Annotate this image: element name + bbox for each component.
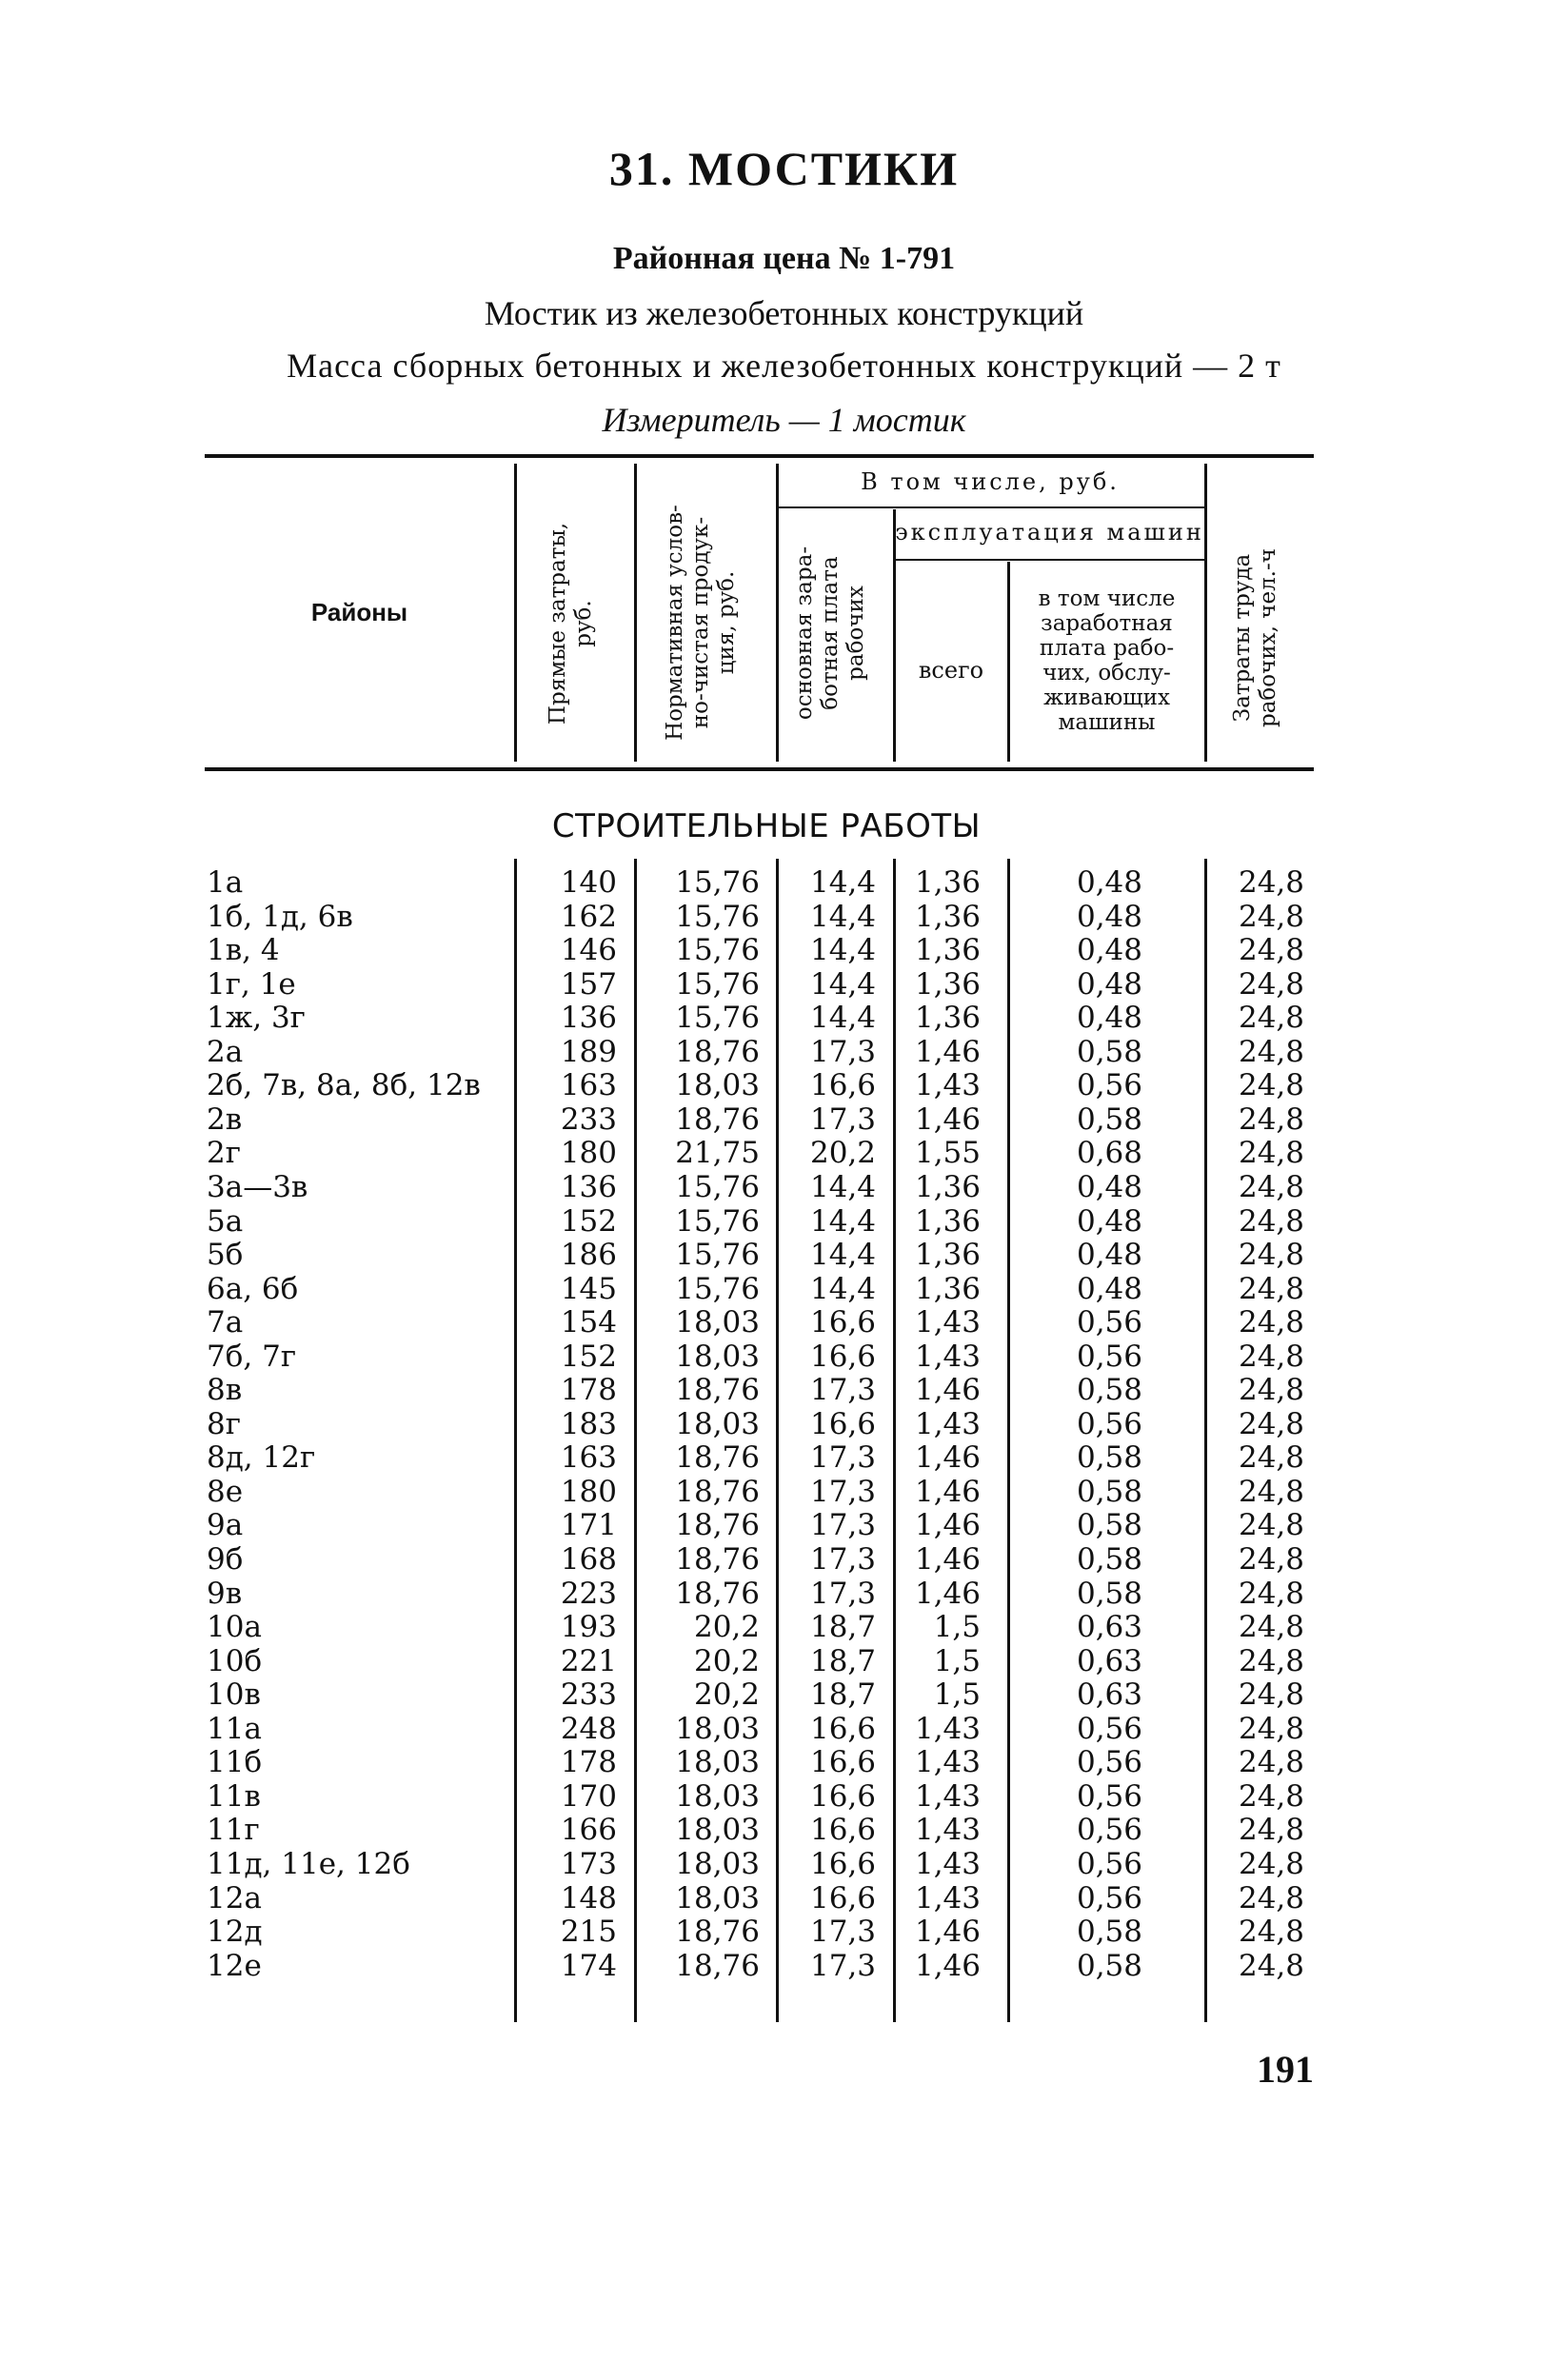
normative-output-cell: 18,03: [675, 1068, 760, 1103]
direct-cost-cell: 174: [560, 1948, 617, 1983]
machine-wage-cell: 0,58: [1076, 1373, 1142, 1408]
machine-total-cell: 1,43: [914, 1778, 981, 1814]
col-header-vsego: всего: [918, 657, 984, 684]
base-wage-cell: 17,3: [809, 1102, 876, 1137]
direct-cost-cell: 145: [560, 1271, 617, 1306]
machine-total-cell: 1,36: [914, 899, 981, 934]
labor-hours-cell: 24,8: [1238, 1136, 1304, 1171]
normative-output-cell: 21,75: [675, 1136, 760, 1171]
col-header-group: В том числе, руб.: [861, 468, 1120, 495]
normative-output-cell: 15,76: [675, 899, 760, 934]
labor-hours-cell: 24,8: [1238, 1542, 1304, 1577]
normative-output-cell: 15,76: [675, 865, 760, 900]
machine-wage-cell: 0,56: [1076, 1711, 1142, 1746]
normative-output-cell: 15,76: [675, 1271, 760, 1306]
region-cell: 11г: [207, 1813, 260, 1848]
direct-cost-cell: 215: [560, 1915, 617, 1950]
measure-line: Измеритель — 1 мостик: [602, 401, 966, 439]
group-rule: [778, 506, 1204, 508]
base-wage-cell: 14,4: [809, 1238, 876, 1273]
labor-hours-cell: 24,8: [1238, 865, 1304, 900]
machine-total-cell: 1,46: [914, 1576, 981, 1611]
machine-total-cell: 1,46: [914, 1474, 981, 1509]
expl-rule: [895, 559, 1204, 561]
machine-wage-cell: 0,58: [1076, 1508, 1142, 1543]
normative-output-cell: 18,76: [675, 1508, 760, 1543]
normative-output-cell: 15,76: [675, 1169, 760, 1204]
base-wage-cell: 18,7: [809, 1677, 876, 1713]
machine-total-cell: 1,36: [914, 966, 981, 1002]
machine-total-cell: 1,36: [914, 1271, 981, 1306]
direct-cost-cell: 178: [560, 1373, 617, 1408]
header-bottom-rule: [205, 767, 1314, 771]
machine-total-cell: 1,36: [914, 1203, 981, 1239]
direct-cost-cell: 163: [560, 1440, 617, 1476]
table-row: [0, 866, 1568, 901]
table-row: [0, 968, 1568, 1002]
labor-hours-cell: 24,8: [1238, 1034, 1304, 1069]
machine-total-cell: 1,43: [914, 1711, 981, 1746]
machine-wage-cell: 0,48: [1076, 933, 1142, 968]
region-cell: 1б, 1д, 6в: [207, 899, 353, 934]
table-row: [0, 1441, 1568, 1476]
labor-hours-cell: 24,8: [1238, 1271, 1304, 1306]
machine-wage-cell: 0,56: [1076, 1068, 1142, 1103]
table-row: [0, 1069, 1568, 1103]
machine-wage-cell: 0,48: [1076, 899, 1142, 934]
machine-wage-cell: 0,58: [1076, 1440, 1142, 1476]
normative-output-cell: 18,76: [675, 1440, 760, 1476]
machine-wage-cell: 0,56: [1076, 1339, 1142, 1374]
labor-hours-cell: 24,8: [1238, 1813, 1304, 1848]
direct-cost-cell: 178: [560, 1745, 617, 1780]
normative-output-cell: 18,03: [675, 1778, 760, 1814]
base-wage-cell: 17,3: [809, 1440, 876, 1476]
normative-output-cell: 18,76: [675, 1102, 760, 1137]
labor-hours-cell: 24,8: [1238, 1238, 1304, 1273]
base-wage-cell: 16,6: [809, 1711, 876, 1746]
normative-output-cell: 18,03: [675, 1813, 760, 1848]
region-cell: 7б, 7г: [207, 1339, 297, 1374]
page-title: 31. МОСТИКИ: [608, 142, 960, 195]
table-row: [0, 1578, 1568, 1612]
machine-total-cell: 1,36: [914, 933, 981, 968]
region-cell: 11а: [207, 1711, 262, 1746]
base-wage-cell: 14,4: [809, 933, 876, 968]
table-top-rule: [205, 454, 1314, 458]
direct-cost-cell: 154: [560, 1305, 617, 1340]
region-cell: 8в: [207, 1373, 243, 1408]
machine-total-cell: 1,46: [914, 1508, 981, 1543]
direct-cost-cell: 136: [560, 1001, 617, 1036]
table-row: [0, 1171, 1568, 1205]
machine-wage-cell: 0,48: [1076, 1169, 1142, 1204]
base-wage-cell: 17,3: [809, 1508, 876, 1543]
base-wage-cell: 16,6: [809, 1813, 876, 1848]
price-subtitle: Районная цена № 1-791: [612, 241, 956, 276]
normative-output-cell: 18,76: [675, 1542, 760, 1577]
region-cell: 9а: [207, 1508, 244, 1543]
labor-hours-cell: 24,8: [1238, 1880, 1304, 1915]
labor-hours-cell: 24,8: [1238, 1373, 1304, 1408]
machine-wage-cell: 0,63: [1076, 1643, 1142, 1678]
table-row: [0, 1645, 1568, 1679]
labor-hours-cell: 24,8: [1238, 1576, 1304, 1611]
direct-cost-cell: 180: [560, 1136, 617, 1171]
machine-total-cell: 1,36: [914, 1001, 981, 1036]
machine-wage-cell: 0,48: [1076, 1001, 1142, 1036]
table-row: [0, 1543, 1568, 1578]
labor-hours-cell: 24,8: [1238, 1948, 1304, 1983]
machine-wage-cell: 0,58: [1076, 1542, 1142, 1577]
base-wage-cell: 16,6: [809, 1778, 876, 1814]
machine-wage-cell: 0,63: [1076, 1610, 1142, 1645]
labor-hours-cell: 24,8: [1238, 899, 1304, 934]
direct-cost-cell: 148: [560, 1880, 617, 1915]
machine-total-cell: 1,46: [914, 1102, 981, 1137]
base-wage-cell: 16,6: [809, 1846, 876, 1881]
table-row: [0, 1882, 1568, 1916]
base-wage-cell: 17,3: [809, 1948, 876, 1983]
table-row: [0, 1273, 1568, 1307]
machine-wage-cell: 0,58: [1076, 1474, 1142, 1509]
region-cell: 1в, 4: [207, 933, 280, 968]
labor-hours-cell: 24,8: [1238, 1474, 1304, 1509]
direct-cost-cell: 248: [560, 1711, 617, 1746]
machine-wage-cell: 0,68: [1076, 1136, 1142, 1171]
normative-output-cell: 18,76: [675, 1948, 760, 1983]
labor-hours-cell: 24,8: [1238, 966, 1304, 1002]
base-wage-cell: 14,4: [809, 899, 876, 934]
machine-total-cell: 1,46: [914, 1948, 981, 1983]
direct-cost-cell: 233: [560, 1677, 617, 1713]
machine-wage-cell: 0,58: [1076, 1576, 1142, 1611]
machine-total-cell: 1,5: [933, 1610, 981, 1645]
base-wage-cell: 17,3: [809, 1373, 876, 1408]
col-divider: [1204, 464, 1207, 762]
base-wage-cell: 14,4: [809, 865, 876, 900]
normative-output-cell: 15,76: [675, 1203, 760, 1239]
region-cell: 12а: [207, 1880, 262, 1915]
region-cell: 12е: [207, 1948, 262, 1983]
region-cell: 11д, 11е, 12б: [207, 1846, 410, 1881]
col-header-pryamye: Прямые затраты, руб.: [546, 522, 596, 725]
normative-output-cell: 18,03: [675, 1846, 760, 1881]
col-header-ekspluatatsiya: эксплуатация машин: [895, 519, 1204, 546]
region-cell: 10б: [207, 1643, 263, 1678]
table-row: [0, 1340, 1568, 1375]
machine-total-cell: 1,43: [914, 1880, 981, 1915]
normative-output-cell: 15,76: [675, 1238, 760, 1273]
base-wage-cell: 18,7: [809, 1643, 876, 1678]
machine-wage-cell: 0,58: [1076, 1948, 1142, 1983]
machine-total-cell: 1,46: [914, 1542, 981, 1577]
table-row: [0, 1306, 1568, 1340]
region-cell: 12д: [207, 1915, 263, 1950]
labor-hours-cell: 24,8: [1238, 1440, 1304, 1476]
table-row: [0, 1036, 1568, 1070]
base-wage-cell: 16,6: [809, 1745, 876, 1780]
direct-cost-cell: 183: [560, 1406, 617, 1441]
normative-output-cell: 18,03: [675, 1305, 760, 1340]
region-cell: 8е: [207, 1474, 244, 1509]
col-header-v-tom-chisle: в том числе заработная плата рабо- чих, обслу- живающих машины: [1038, 586, 1176, 735]
machine-wage-cell: 0,48: [1076, 1203, 1142, 1239]
section-label: СТРОИТЕЛЬНЫЕ РАБОТЫ: [551, 807, 982, 845]
region-cell: 8д, 12г: [207, 1440, 316, 1476]
base-wage-cell: 14,4: [809, 1271, 876, 1306]
region-cell: 3а—3в: [207, 1169, 308, 1204]
machine-wage-cell: 0,63: [1076, 1677, 1142, 1713]
direct-cost-cell: 193: [560, 1610, 617, 1645]
machine-wage-cell: 0,56: [1076, 1778, 1142, 1814]
normative-output-cell: 15,76: [675, 933, 760, 968]
direct-cost-cell: 168: [560, 1542, 617, 1577]
base-wage-cell: 17,3: [809, 1034, 876, 1069]
region-cell: 5а: [207, 1203, 244, 1239]
region-cell: 11б: [207, 1745, 263, 1780]
table-row: [0, 1780, 1568, 1815]
labor-hours-cell: 24,8: [1238, 1169, 1304, 1204]
region-cell: 1г, 1е: [207, 966, 296, 1002]
machine-wage-cell: 0,56: [1076, 1406, 1142, 1441]
base-wage-cell: 16,6: [809, 1406, 876, 1441]
col-divider: [514, 464, 517, 762]
direct-cost-cell: 180: [560, 1474, 617, 1509]
table-row: [0, 1950, 1568, 1984]
direct-cost-cell: 170: [560, 1778, 617, 1814]
machine-total-cell: 1,46: [914, 1915, 981, 1950]
table-row: [0, 934, 1568, 968]
mass-line: Масса сборных бетонных и железобетонных конструкций — 2 т: [287, 347, 1281, 385]
direct-cost-cell: 233: [560, 1102, 617, 1137]
region-cell: 2а: [207, 1034, 244, 1069]
direct-cost-cell: 186: [560, 1238, 617, 1273]
region-cell: 2в: [207, 1102, 243, 1137]
machine-total-cell: 1,46: [914, 1440, 981, 1476]
col-header-normativnaya: Нормативная услов- но-чистая продук- ция, руб.: [663, 505, 739, 741]
normative-output-cell: 18,76: [675, 1373, 760, 1408]
table-row: [0, 1611, 1568, 1645]
base-wage-cell: 17,3: [809, 1542, 876, 1577]
table-row: [0, 1678, 1568, 1713]
region-cell: 6а, 6б: [207, 1271, 299, 1306]
direct-cost-cell: 140: [560, 865, 617, 900]
direct-cost-cell: 157: [560, 966, 617, 1002]
direct-cost-cell: 171: [560, 1508, 617, 1543]
normative-output-cell: 15,76: [675, 1001, 760, 1036]
base-wage-cell: 14,4: [809, 1001, 876, 1036]
base-wage-cell: 16,6: [809, 1880, 876, 1915]
region-cell: 7а: [207, 1305, 244, 1340]
base-wage-cell: 17,3: [809, 1474, 876, 1509]
labor-hours-cell: 24,8: [1238, 1677, 1304, 1713]
machine-total-cell: 1,46: [914, 1034, 981, 1069]
machine-total-cell: 1,46: [914, 1373, 981, 1408]
labor-hours-cell: 24,8: [1238, 1068, 1304, 1103]
labor-hours-cell: 24,8: [1238, 1643, 1304, 1678]
base-wage-cell: 20,2: [809, 1136, 876, 1171]
region-cell: 2г: [207, 1136, 241, 1171]
base-wage-cell: 14,4: [809, 966, 876, 1002]
col-header-osnovnaya: основная зара- ботная плата рабочих: [792, 546, 868, 721]
table-row: [0, 1814, 1568, 1848]
table-row: [0, 1103, 1568, 1138]
direct-cost-cell: 166: [560, 1813, 617, 1848]
table-row: [0, 1002, 1568, 1036]
machine-total-cell: 1,43: [914, 1339, 981, 1374]
machine-total-cell: 1,36: [914, 865, 981, 900]
base-wage-cell: 14,4: [809, 1203, 876, 1239]
region-cell: 2б, 7в, 8а, 8б, 12в: [207, 1068, 481, 1103]
description-line: Мостик из железобетонных конструкций: [484, 294, 1084, 332]
machine-total-cell: 1,43: [914, 1745, 981, 1780]
normative-output-cell: 18,76: [675, 1474, 760, 1509]
labor-hours-cell: 24,8: [1238, 1508, 1304, 1543]
region-cell: 10в: [207, 1677, 261, 1713]
table-row: [0, 1205, 1568, 1240]
labor-hours-cell: 24,8: [1238, 1305, 1304, 1340]
normative-output-cell: 18,03: [675, 1406, 760, 1441]
machine-total-cell: 1,43: [914, 1068, 981, 1103]
table-row: [0, 901, 1568, 935]
machine-total-cell: 1,43: [914, 1406, 981, 1441]
machine-total-cell: 1,5: [933, 1677, 981, 1713]
labor-hours-cell: 24,8: [1238, 1915, 1304, 1950]
region-cell: 8г: [207, 1406, 241, 1441]
machine-total-cell: 1,55: [914, 1136, 981, 1171]
machine-total-cell: 1,43: [914, 1813, 981, 1848]
table-row: [0, 1915, 1568, 1950]
table-row: [0, 1408, 1568, 1442]
table-row: [0, 1746, 1568, 1780]
direct-cost-cell: 136: [560, 1169, 617, 1204]
base-wage-cell: 16,6: [809, 1068, 876, 1103]
table-row: [0, 1137, 1568, 1171]
base-wage-cell: 16,6: [809, 1339, 876, 1374]
machine-wage-cell: 0,56: [1076, 1880, 1142, 1915]
machine-wage-cell: 0,56: [1076, 1745, 1142, 1780]
machine-wage-cell: 0,48: [1076, 865, 1142, 900]
machine-total-cell: 1,43: [914, 1846, 981, 1881]
normative-output-cell: 18,76: [675, 1576, 760, 1611]
direct-cost-cell: 221: [560, 1643, 617, 1678]
machine-wage-cell: 0,48: [1076, 966, 1142, 1002]
region-cell: 5б: [207, 1238, 244, 1273]
region-cell: 10а: [207, 1610, 262, 1645]
normative-output-cell: 18,03: [675, 1339, 760, 1374]
labor-hours-cell: 24,8: [1238, 1711, 1304, 1746]
normative-output-cell: 20,2: [693, 1610, 760, 1645]
table-row: [0, 1509, 1568, 1543]
region-cell: 9в: [207, 1576, 243, 1611]
table-row: [0, 1713, 1568, 1747]
normative-output-cell: 18,76: [675, 1915, 760, 1950]
region-cell: 1а: [207, 865, 244, 900]
normative-output-cell: 18,76: [675, 1034, 760, 1069]
labor-hours-cell: 24,8: [1238, 1102, 1304, 1137]
direct-cost-cell: 146: [560, 933, 617, 968]
base-wage-cell: 18,7: [809, 1610, 876, 1645]
region-cell: 1ж, 3г: [207, 1001, 306, 1036]
machine-total-cell: 1,36: [914, 1169, 981, 1204]
machine-wage-cell: 0,58: [1076, 1915, 1142, 1950]
normative-output-cell: 20,2: [693, 1677, 760, 1713]
direct-cost-cell: 163: [560, 1068, 617, 1103]
normative-output-cell: 15,76: [675, 966, 760, 1002]
labor-hours-cell: 24,8: [1238, 1610, 1304, 1645]
labor-hours-cell: 24,8: [1238, 1406, 1304, 1441]
normative-output-cell: 18,03: [675, 1745, 760, 1780]
labor-hours-cell: 24,8: [1238, 1203, 1304, 1239]
machine-wage-cell: 0,58: [1076, 1034, 1142, 1069]
labor-hours-cell: 24,8: [1238, 933, 1304, 968]
base-wage-cell: 14,4: [809, 1169, 876, 1204]
labor-hours-cell: 24,8: [1238, 1001, 1304, 1036]
direct-cost-cell: 162: [560, 899, 617, 934]
normative-output-cell: 18,03: [675, 1880, 760, 1915]
table-row: [0, 1239, 1568, 1273]
direct-cost-cell: 173: [560, 1846, 617, 1881]
region-cell: 11в: [207, 1778, 261, 1814]
labor-hours-cell: 24,8: [1238, 1778, 1304, 1814]
col-header-rayony: Районы: [310, 598, 408, 626]
direct-cost-cell: 152: [560, 1203, 617, 1239]
machine-total-cell: 1,5: [933, 1643, 981, 1678]
normative-output-cell: 18,03: [675, 1711, 760, 1746]
table-row: [0, 1374, 1568, 1408]
base-wage-cell: 17,3: [809, 1915, 876, 1950]
base-wage-cell: 17,3: [809, 1576, 876, 1611]
region-cell: 9б: [207, 1542, 244, 1577]
table-row: [0, 1848, 1568, 1882]
direct-cost-cell: 189: [560, 1034, 617, 1069]
machine-wage-cell: 0,56: [1076, 1305, 1142, 1340]
col-header-zatraty-truda: Затраты труда рабочих, чел.-ч: [1230, 548, 1280, 727]
direct-cost-cell: 152: [560, 1339, 617, 1374]
base-wage-cell: 16,6: [809, 1305, 876, 1340]
normative-output-cell: 20,2: [693, 1643, 760, 1678]
machine-wage-cell: 0,48: [1076, 1271, 1142, 1306]
col-divider: [634, 464, 637, 762]
direct-cost-cell: 223: [560, 1576, 617, 1611]
page-number: 191: [1257, 2048, 1314, 2091]
machine-wage-cell: 0,56: [1076, 1846, 1142, 1881]
labor-hours-cell: 24,8: [1238, 1339, 1304, 1374]
machine-wage-cell: 0,56: [1076, 1813, 1142, 1848]
col-divider: [893, 509, 896, 762]
machine-total-cell: 1,43: [914, 1305, 981, 1340]
table-row: [0, 1476, 1568, 1510]
machine-wage-cell: 0,58: [1076, 1102, 1142, 1137]
labor-hours-cell: 24,8: [1238, 1745, 1304, 1780]
labor-hours-cell: 24,8: [1238, 1846, 1304, 1881]
machine-wage-cell: 0,48: [1076, 1238, 1142, 1273]
machine-total-cell: 1,36: [914, 1238, 981, 1273]
